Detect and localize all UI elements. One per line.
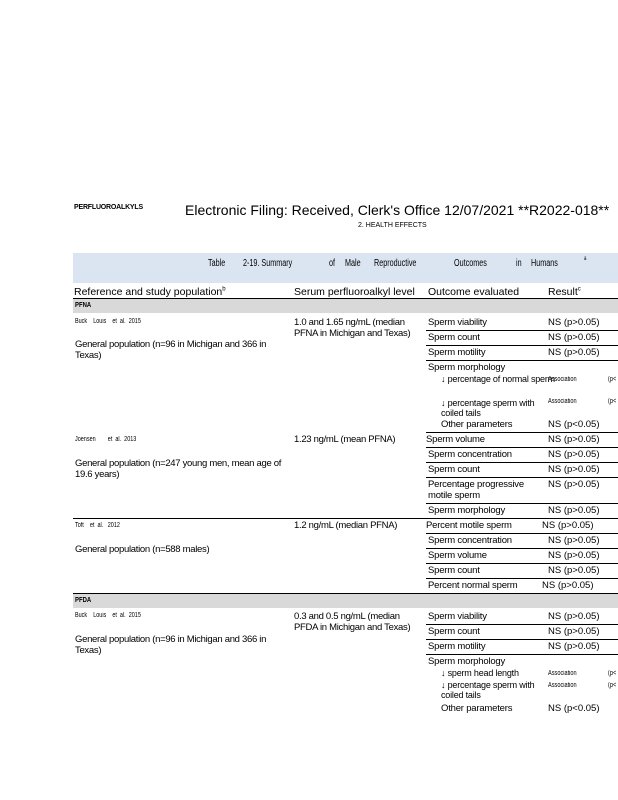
column-header-reference: Reference and study population$^b$: [74, 286, 226, 298]
row-rule: [426, 654, 618, 655]
serum-level: 1.23 ng/mL (mean PFNA): [294, 434, 396, 445]
outcome-cell: Sperm count: [428, 332, 480, 343]
column-header-outcome: Outcome evaluated: [428, 286, 520, 298]
result-cell: NS (p>0.05): [542, 580, 594, 591]
result-cell: NS (p>0.05): [548, 626, 600, 637]
outcome-cell: Sperm morphology: [428, 505, 506, 516]
result-cell: NS (p>0.05): [548, 434, 600, 445]
result-cell: NS (p>0.05): [548, 479, 600, 490]
caption-word: of: [329, 258, 336, 269]
outcome-cell: Percentage progressive motile sperm: [428, 479, 524, 501]
result-cell: NS (p>0.05): [542, 520, 594, 531]
serum-level: 1.2 ng/mL (median PFNA): [294, 520, 398, 531]
row-rule: [426, 563, 618, 564]
result-cell: Association: [548, 670, 577, 677]
result-cell: NS (p>0.05): [548, 565, 600, 576]
outcome-cell: ↓ percentage sperm with coiled tails: [441, 680, 535, 700]
result-cell: NS (p>0.05): [548, 505, 600, 516]
outcome-cell: Sperm concentration: [428, 535, 512, 546]
study-population: General population (n=96 in Michigan and 366 in Texas): [75, 339, 267, 361]
result-cell: NS (p<0.05): [548, 419, 600, 430]
outcome-cell: ↓ percentage of normal sperm: [441, 374, 555, 384]
result-cell: NS (p>0.05): [548, 449, 600, 460]
caption-footnote-marker: a: [584, 256, 587, 262]
result-cell: Association: [548, 398, 577, 405]
running-head: PERFLUOROALKYLS: [74, 204, 143, 211]
section-band-pfda: [73, 594, 618, 608]
result-cell: NS (p>0.05): [548, 347, 600, 358]
section-band-pfna: [73, 299, 618, 313]
row-rule: [426, 503, 618, 504]
row-rule: [426, 462, 618, 463]
result-cell: NS (p<0.05): [548, 703, 600, 714]
result-cell: NS (p>0.05): [548, 535, 600, 546]
outcome-cell: Sperm morphology: [428, 362, 506, 373]
row-rule: [426, 548, 618, 549]
column-header-serum: Serum perfluoroalkyl level: [294, 286, 415, 298]
outcome-cell: Sperm volume: [428, 550, 487, 561]
row-rule: [426, 578, 618, 579]
outcome-cell: Sperm volume: [426, 434, 485, 445]
result-cell-overflow: (p<: [608, 398, 617, 405]
result-cell: NS (p>0.05): [548, 464, 600, 475]
outcome-cell: ↓ sperm head length: [441, 668, 519, 678]
result-cell: NS (p>0.05): [548, 641, 600, 652]
caption-word: Male: [345, 258, 361, 269]
caption-word: 2-19. Summary: [243, 258, 293, 269]
row-rule: [426, 533, 618, 534]
result-cell-overflow: (p<: [608, 682, 617, 689]
section-label: PFDA: [75, 597, 92, 604]
serum-level: 1.0 and 1.65 ng/mL (median PFNA in Michigan and Texas): [294, 317, 411, 339]
row-rule: [426, 345, 618, 346]
row-rule: [426, 639, 618, 640]
study-rule: [73, 518, 618, 519]
serum-level: 0.3 and 0.5 ng/mL (median PFDA in Michigan and Texas): [294, 611, 411, 633]
outcome-cell: Sperm motility: [428, 347, 486, 358]
outcome-cell: Sperm viability: [428, 611, 487, 622]
result-cell: NS (p>0.05): [548, 550, 600, 561]
result-cell: NS (p>0.05): [548, 332, 600, 343]
outcome-cell: ↓ percentage sperm with coiled tails: [441, 398, 535, 418]
row-rule: [426, 432, 618, 433]
study-population: General population (n=588 males): [75, 544, 210, 555]
caption-word: Reproductive: [374, 258, 417, 269]
outcome-cell: Sperm motility: [428, 641, 486, 652]
row-rule: [426, 477, 618, 478]
outcome-cell: Sperm count: [428, 626, 480, 637]
study-citation: Toft et al. 2012: [75, 522, 120, 529]
column-header-result: Result$^c$: [548, 286, 581, 298]
caption-word: Table: [208, 258, 226, 269]
row-rule: [426, 447, 618, 448]
caption-word: Outcomes: [454, 258, 487, 269]
result-cell: NS (p>0.05): [548, 611, 600, 622]
section-heading: 2. HEALTH EFFECTS: [358, 222, 427, 229]
section-label: PFNA: [75, 302, 92, 309]
row-rule: [426, 624, 618, 625]
study-population: General population (n=96 in Michigan and 366 in Texas): [75, 634, 267, 656]
outcome-cell: Percent motile sperm: [426, 520, 512, 531]
result-cell: Association: [548, 376, 577, 383]
study-citation: Buck Louis et al. 2015: [75, 318, 141, 325]
result-cell-overflow: (p<: [608, 670, 617, 677]
result-cell: Association: [548, 682, 577, 689]
outcome-cell: Sperm count: [428, 565, 480, 576]
caption-word: Humans: [531, 258, 558, 269]
outcome-cell: Percent normal sperm: [428, 580, 518, 591]
filing-stamp: Electronic Filing: Received, Clerk's Office 12/07/2021 **R2022-018**: [185, 202, 610, 218]
caption-word: in: [516, 258, 522, 269]
row-rule: [426, 360, 618, 361]
result-cell: NS (p>0.05): [548, 317, 600, 328]
study-citation: Buck Louis et al. 2015: [75, 612, 141, 619]
outcome-cell: Sperm viability: [428, 317, 487, 328]
outcome-cell: Sperm concentration: [428, 449, 512, 460]
outcome-cell: Sperm count: [428, 464, 480, 475]
outcome-cell: Sperm morphology: [428, 656, 506, 667]
study-population: General population (n=247 young men, mean age of 19.6 years): [75, 458, 282, 480]
outcome-cell: Other parameters: [441, 703, 513, 714]
result-cell-overflow: (p<: [608, 376, 617, 383]
outcome-cell: Other parameters: [441, 419, 513, 430]
row-rule: [426, 330, 618, 331]
study-citation: Joensen et al. 2013: [75, 436, 137, 443]
